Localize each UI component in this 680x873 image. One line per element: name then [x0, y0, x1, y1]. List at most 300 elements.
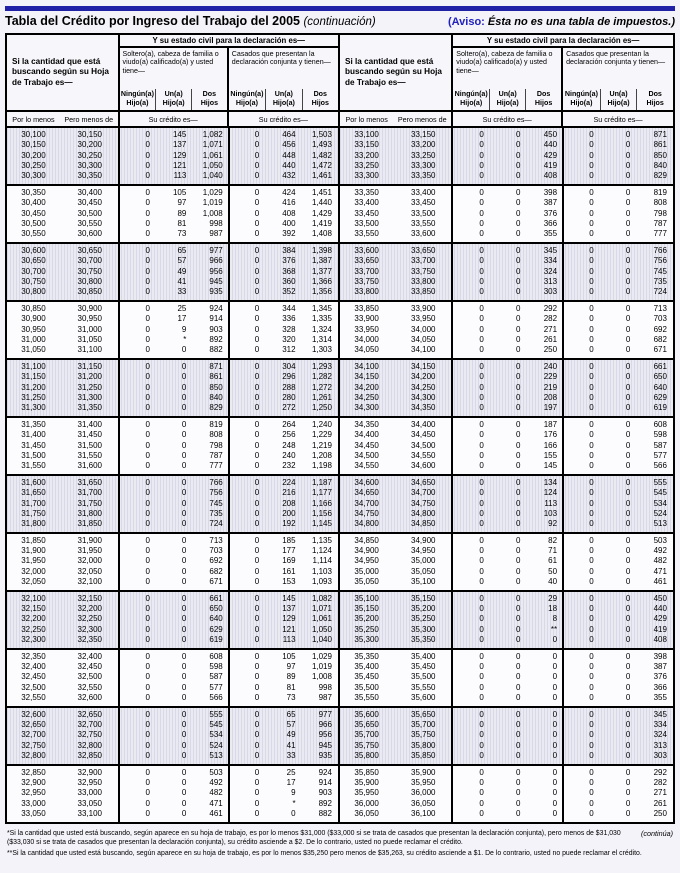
credit-cell: 0: [254, 372, 260, 382]
income-cell: 33,600: [411, 229, 436, 239]
credit-cell: 850: [209, 382, 223, 392]
credit-cell: 0: [625, 266, 631, 276]
credit-cell: 0: [589, 730, 594, 740]
credit-cell: 0: [145, 556, 150, 566]
credit-cell: 0: [145, 361, 150, 371]
credit-cell: 1,503: [311, 130, 332, 139]
credit-cell: 1,040: [311, 635, 332, 645]
credit-cell: 650: [653, 372, 667, 382]
credit-cell: 33: [177, 287, 187, 297]
income-cell: 35,650: [411, 709, 436, 719]
income-cell: 33,700: [411, 256, 436, 266]
table-row: [7, 430, 338, 440]
credit-cell: 1,040: [202, 171, 223, 181]
table-right-half: [340, 35, 673, 822]
credit-cell: 0: [589, 140, 594, 150]
credit-cell: 0: [516, 788, 521, 798]
credit-cell: 0: [145, 382, 150, 392]
income-cell: 33,200: [354, 150, 379, 160]
credit-cell: 840: [653, 160, 667, 170]
income-cell: 31,600: [77, 461, 102, 471]
income-cell: 34,200: [354, 382, 379, 392]
credit-cell: 0: [479, 361, 484, 371]
credit-cell: 0: [145, 566, 150, 576]
income-cell: 33,100: [354, 130, 379, 139]
credit-cell: 0: [181, 403, 187, 413]
income-cell: 31,350: [21, 419, 46, 429]
credit-cell: 871: [209, 361, 223, 371]
table-row: [340, 778, 673, 788]
credit-cell: 400: [282, 218, 296, 228]
credit-cell: 0: [145, 682, 150, 692]
credit-cell: 113: [544, 498, 558, 508]
income-cell: 32,950: [21, 788, 46, 798]
income-cell: 31,900: [77, 535, 102, 545]
table-row: [340, 188, 673, 198]
credit-cell: 724: [209, 519, 223, 529]
credit-cell: 0: [254, 751, 260, 761]
table-row: [340, 741, 673, 751]
income-cell: 31,750: [77, 498, 102, 508]
income-cell: 30,700: [77, 256, 102, 266]
credit-cell: 0: [479, 651, 484, 661]
credit-cell: 0: [254, 798, 260, 808]
left-header: [7, 35, 338, 112]
credit-cell: 998: [318, 682, 332, 692]
credit-cell: 292: [653, 767, 667, 777]
credit-cell: 0: [254, 556, 260, 566]
credit-cell: 0: [254, 403, 260, 413]
credit-cell: 0: [254, 498, 260, 508]
credit-cell: 57: [177, 256, 187, 266]
income-cell: 34,300: [354, 403, 379, 413]
income-cell: 33,750: [411, 266, 436, 276]
credit-cell: 272: [282, 403, 296, 413]
credit-cell: 0: [589, 150, 594, 160]
credit-cell: 0: [589, 566, 594, 576]
credit-cell: 0: [145, 488, 150, 498]
credit-cell: 0: [479, 150, 484, 160]
credit-cell: 513: [653, 519, 667, 529]
credit-cell: 0: [181, 682, 187, 692]
credit-cell: 0: [625, 651, 631, 661]
married-group-label: Casados que presentan la declaración conjunta y tienen—: [231, 50, 331, 67]
table-row: [340, 536, 673, 546]
income-cell: 30,550: [77, 218, 102, 228]
credit-cell: 871: [653, 130, 667, 139]
credit-cell: 0: [181, 720, 187, 730]
credit-cell: 155: [543, 450, 558, 460]
income-cell: 35,100: [411, 577, 436, 587]
table-row: [7, 441, 338, 451]
credit-cell: 0: [589, 245, 594, 255]
credit-cell: 0: [181, 740, 187, 750]
right-column-labels: [340, 112, 673, 128]
credit-cell: 25: [177, 303, 187, 313]
credit-cell: 0: [479, 382, 484, 392]
income-cell: 35,350: [354, 651, 379, 661]
credit-cell: 0: [181, 546, 187, 556]
income-cell: 35,600: [354, 709, 379, 719]
credit-cell: 1,135: [311, 535, 332, 545]
income-cell: 36,050: [354, 809, 379, 819]
table-row: [340, 140, 673, 150]
credit-cell: 0: [145, 208, 150, 218]
income-cell: 35,600: [411, 693, 436, 703]
credit-cell: 0: [552, 635, 558, 645]
income-cell: 32,350: [77, 635, 102, 645]
income-cell: 31,700: [77, 488, 102, 498]
credit-cell: 0: [516, 556, 521, 566]
income-cell: 31,150: [77, 361, 102, 371]
credit-cell: 282: [543, 314, 558, 324]
credit-cell: 1,377: [311, 266, 332, 276]
credit-cell: 219: [543, 382, 558, 392]
credit-cell: 0: [625, 546, 631, 556]
income-cell: 32,800: [21, 751, 46, 761]
credit-cell: 0: [516, 303, 521, 313]
credit-cell: 0: [181, 624, 187, 634]
credit-cell: 0: [254, 788, 260, 798]
credit-cell: 0: [145, 498, 150, 508]
credit-cell: 0: [479, 508, 484, 518]
income-cell: 30,950: [77, 314, 102, 324]
credit-cell: 240: [282, 450, 296, 460]
credit-cell: 0: [254, 593, 260, 603]
income-cell: 30,900: [21, 314, 46, 324]
income-cell: 33,650: [354, 256, 379, 266]
income-cell: 33,900: [411, 303, 436, 313]
income-cell: 34,350: [354, 419, 379, 429]
credit-cell: 61: [548, 556, 558, 566]
income-cell: 33,350: [354, 187, 379, 197]
credit-cell: 0: [589, 160, 594, 170]
credit-cell: 0: [625, 662, 631, 672]
credit-cell: 534: [653, 498, 667, 508]
table-row: [7, 741, 338, 751]
row-group: [340, 532, 673, 590]
income-cell: 30,850: [21, 303, 46, 313]
income-cell: 30,800: [77, 276, 102, 286]
income-cell: 31,150: [21, 372, 46, 382]
credit-cell: 29: [548, 593, 558, 603]
row-group: [7, 590, 338, 648]
credit-cell: 0: [479, 709, 484, 719]
income-cell: 34,250: [354, 392, 379, 402]
credit-cell: 0: [181, 651, 187, 661]
income-cell: 30,750: [77, 266, 102, 276]
credit-cell: 313: [653, 740, 667, 750]
credit-cell: 0: [145, 150, 150, 160]
credit-cell: 89: [286, 672, 296, 682]
credit-cell: 0: [479, 440, 484, 450]
income-cell: 35,850: [411, 751, 436, 761]
credit-cell: 0: [145, 635, 150, 645]
credit-cell: 1,219: [311, 440, 332, 450]
credit-cell: 1,082: [311, 593, 332, 603]
credit-cell: 1,451: [311, 187, 332, 197]
credit-cell: 0: [479, 403, 484, 413]
credit-cell: 0: [254, 392, 260, 402]
credit-cell: 65: [286, 709, 296, 719]
income-cell: 35,850: [354, 767, 379, 777]
income-cell: 34,500: [354, 450, 379, 460]
income-cell: 30,200: [21, 150, 46, 160]
credit-cell: 0: [589, 778, 594, 788]
credit-cell: 892: [209, 334, 223, 344]
credit-cell: 882: [209, 345, 223, 355]
credit-cell: 0: [181, 450, 187, 460]
credit-cell: 33: [286, 751, 296, 761]
credit-cell: 0: [552, 740, 558, 750]
credit-cell: 545: [653, 488, 667, 498]
table-row: [340, 519, 673, 529]
credit-cell: 429: [543, 150, 558, 160]
credit-cell: 355: [543, 229, 558, 239]
credit-cell: 956: [318, 730, 332, 740]
credit-cell: 0: [181, 345, 187, 355]
credit-cell: 166: [543, 440, 558, 450]
credit-cell: 0: [625, 477, 631, 487]
income-cell: 31,100: [21, 361, 46, 371]
income-cell: 31,350: [77, 403, 102, 413]
credit-cell: 0: [516, 245, 521, 255]
income-cell: 32,250: [77, 614, 102, 624]
credit-cell: 0: [145, 419, 150, 429]
credit-cell: 0: [589, 345, 594, 355]
credit-cell: 450: [653, 593, 667, 603]
credit-cell: 0: [145, 171, 150, 181]
table-row: [340, 625, 673, 635]
credit-cell: 0: [479, 488, 484, 498]
credit-cell: 240: [543, 361, 558, 371]
credit-cell: 0: [625, 519, 631, 529]
credit-cell: 0: [181, 809, 187, 819]
income-cell: 30,150: [21, 140, 46, 150]
credit-cell: 0: [145, 662, 150, 672]
income-cell: 33,550: [354, 229, 379, 239]
credit-cell: 229: [543, 372, 558, 382]
credit-cell: 0: [479, 730, 484, 740]
income-cell: 31,250: [21, 392, 46, 402]
credit-cell: 324: [653, 730, 667, 740]
income-cell: 32,450: [21, 672, 46, 682]
col-no-children: Ningún(a) Hijo(a): [564, 90, 598, 107]
credit-cell: 0: [479, 535, 484, 545]
credit-cell: 282: [653, 778, 667, 788]
credit-cell: 0: [625, 682, 631, 692]
credit-cell: 187: [543, 419, 558, 429]
income-cell: 34,900: [411, 535, 436, 545]
credit-cell: 0: [479, 751, 484, 761]
income-cell: 33,050: [77, 798, 102, 808]
row-group: [340, 590, 673, 648]
income-cell: 34,350: [411, 403, 436, 413]
income-cell: 35,650: [354, 720, 379, 730]
credit-cell: 0: [145, 324, 150, 334]
credit-cell: 0: [516, 372, 521, 382]
table-row: [7, 556, 338, 566]
credit-cell: 0: [589, 229, 594, 239]
footnotes: [5, 829, 675, 859]
credit-cell: 0: [181, 519, 187, 529]
income-cell: 34,100: [354, 361, 379, 371]
credit-cell: 1,093: [311, 577, 332, 587]
credit-cell: 0: [479, 450, 484, 460]
income-cell: 32,900: [77, 767, 102, 777]
credit-cell: 261: [653, 798, 667, 808]
footnote-two: **Si la cantidad que usted está buscando, según aparece en su hoja de trabajo, es por lo menos $35,250 pero menos de $35,263, su crédito asciende a $1. De lo contrario, usted no puede reclamar el crédito.: [7, 850, 642, 858]
table-row: [7, 345, 338, 355]
credit-cell: 0: [479, 662, 484, 672]
credit-cell: 1,114: [312, 556, 332, 566]
credit-cell: 392: [282, 229, 296, 239]
income-cell: 34,100: [411, 345, 436, 355]
credit-cell: 408: [543, 171, 558, 181]
credit-cell: 0: [589, 372, 594, 382]
credit-cell: 0: [589, 593, 594, 603]
credit-cell: 0: [254, 345, 260, 355]
income-cell: 35,100: [354, 593, 379, 603]
income-cell: 34,600: [354, 477, 379, 487]
credit-cell: 0: [516, 440, 521, 450]
credit-cell: 0: [589, 577, 594, 587]
credit-cell: 0: [552, 693, 558, 703]
income-cell: 33,150: [354, 140, 379, 150]
notice-bold-word: no: [514, 16, 528, 28]
table-row: [7, 314, 338, 324]
credit-cell: 0: [145, 577, 150, 587]
credit-cell: 0: [254, 208, 260, 218]
credit-cell: 956: [209, 266, 223, 276]
income-cell: 32,550: [77, 682, 102, 692]
income-cell: 35,550: [411, 682, 436, 692]
credit-cell: 0: [479, 498, 484, 508]
credit-cell: 0: [181, 372, 187, 382]
credit-cell: 0: [254, 635, 260, 645]
credit-cell: 387: [543, 198, 558, 208]
income-cell: 30,500: [77, 208, 102, 218]
income-cell: 33,300: [354, 171, 379, 181]
credit-cell: 0: [254, 140, 260, 150]
income-cell: 32,050: [21, 577, 46, 587]
income-cell: 32,200: [21, 614, 46, 624]
credit-cell: 0: [181, 693, 187, 703]
table-row: [7, 778, 338, 788]
col-one-child: Un(a) Hijo(a): [489, 89, 525, 110]
credit-cell: 0: [516, 624, 521, 634]
credit-cell: 829: [209, 403, 223, 413]
credit-cell: 766: [653, 245, 667, 255]
credit-cell: 0: [145, 730, 150, 740]
credit-cell: 0: [181, 778, 187, 788]
income-cell: 34,900: [354, 546, 379, 556]
credit-cell: 0: [625, 382, 631, 392]
credit-cell: 73: [286, 693, 296, 703]
credit-cell: 861: [653, 140, 667, 150]
credit-cell: 0: [552, 778, 558, 788]
credit-cell: 798: [653, 208, 667, 218]
credit-cell: 0: [145, 187, 150, 197]
income-cell: 36,000: [411, 788, 436, 798]
notice-part2: es una tabla de impuestos.): [530, 16, 675, 28]
credit-cell: 0: [181, 535, 187, 545]
credit-cell: 0: [625, 314, 631, 324]
credit-cell: 0: [181, 508, 187, 518]
credit-cell: 0: [552, 709, 558, 719]
credit-cell: 105: [282, 651, 296, 661]
table-row: [340, 488, 673, 498]
credit-cell: 0: [516, 403, 521, 413]
credit-cell: 0: [552, 720, 558, 730]
credit-cell: 0: [625, 604, 631, 614]
income-cell: 35,300: [354, 635, 379, 645]
income-cell: 32,900: [21, 778, 46, 788]
credit-cell: 0: [516, 171, 521, 181]
credit-cell: 0: [181, 751, 187, 761]
credit-cell: 1,050: [311, 624, 332, 634]
income-cell: 32,350: [21, 651, 46, 661]
credit-cell: 0: [181, 798, 187, 808]
credit-cell: 482: [209, 788, 223, 798]
income-cell: 35,450: [411, 662, 436, 672]
credit-cell: 0: [145, 392, 150, 402]
income-cell: 32,600: [21, 709, 46, 719]
income-cell: 33,650: [411, 245, 436, 255]
credit-cell: 0: [479, 577, 484, 587]
income-cell: 30,750: [21, 276, 46, 286]
credit-cell: 398: [653, 651, 667, 661]
credit-cell: 0: [516, 498, 521, 508]
credit-cell: 0: [625, 256, 631, 266]
table-row: [7, 362, 338, 372]
table-row: [340, 751, 673, 761]
credit-cell: 0: [254, 229, 260, 239]
credit-cell: 0: [479, 461, 484, 471]
credit-cell: 0: [552, 751, 558, 761]
credit-cell: 344: [282, 303, 296, 313]
credit-cell: 0: [479, 430, 484, 440]
credit-cell: 0: [181, 461, 187, 471]
credit-cell: 0: [589, 672, 594, 682]
credit-cell: 0: [516, 392, 521, 402]
single-group-label: Soltero(a), cabeza de familia o viudo(a) calificado(a) y usted tiene—: [122, 50, 219, 75]
credit-cell: 0: [589, 334, 594, 344]
credit-cell: 376: [543, 208, 558, 218]
credit-cell: 703: [209, 546, 223, 556]
credit-cell: 713: [653, 303, 667, 313]
credit-cell: 376: [653, 672, 667, 682]
table-row: [340, 335, 673, 345]
credit-cell: 0: [181, 662, 187, 672]
table-row: [340, 451, 673, 461]
income-cell: 34,450: [411, 430, 436, 440]
credit-cell: 0: [254, 740, 260, 750]
income-cell: 32,650: [21, 720, 46, 730]
credit-cell: 416: [282, 198, 296, 208]
credit-cell: 1,345: [311, 303, 332, 313]
notice-part1: Ésta: [487, 16, 512, 28]
income-cell: 30,250: [77, 150, 102, 160]
credit-cell: 0: [254, 287, 260, 297]
credit-cell: 0: [145, 709, 150, 719]
income-cell: 34,550: [354, 461, 379, 471]
credit-cell: 1,335: [311, 314, 332, 324]
credit-cell: 89: [177, 208, 187, 218]
credit-cell: 0: [145, 345, 150, 355]
credit-cell: 1,008: [311, 672, 332, 682]
credit-cell: 200: [282, 508, 296, 518]
